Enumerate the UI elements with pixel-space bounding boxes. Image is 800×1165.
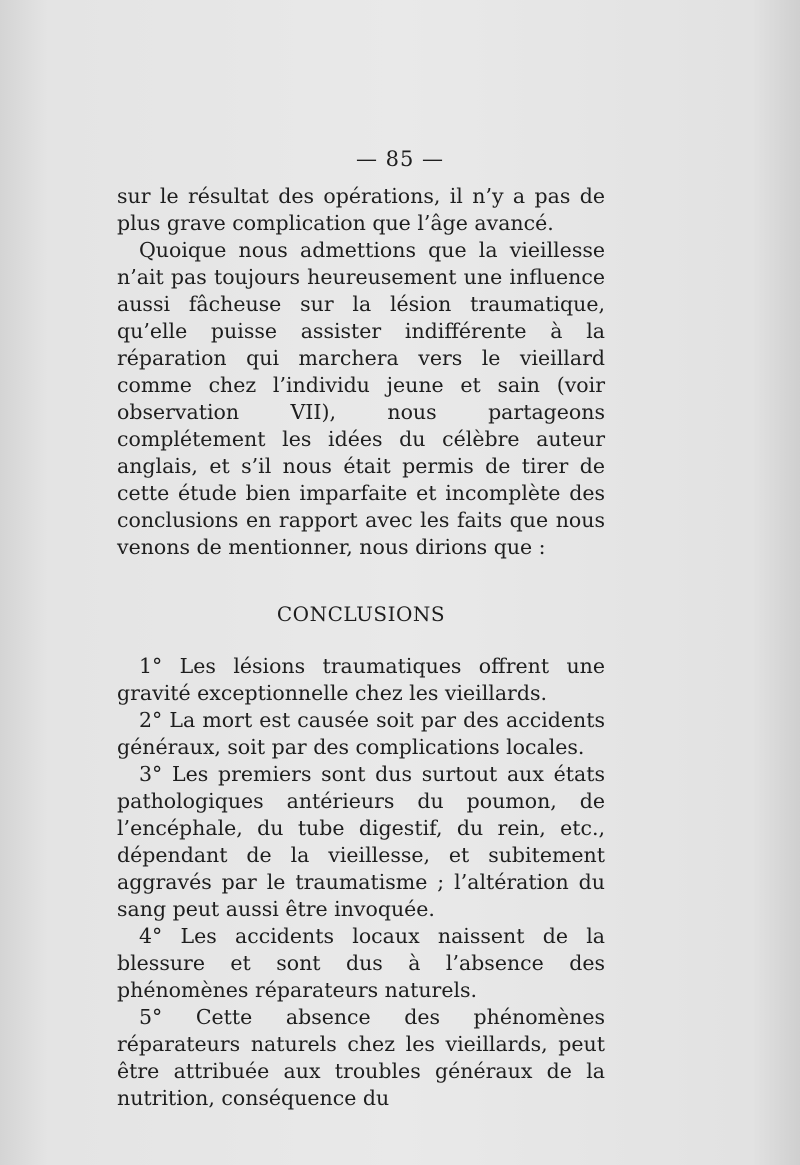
page-number: — 85 — bbox=[355, 147, 445, 171]
conclusion-item-5: 5° Cette absence des phénomènes réparateurs naturels chez les vieillards, peut être attribuée aux troubles généraux de la nutrition, conséquence du bbox=[117, 1005, 605, 1110]
section-heading: CONCLUSIONS bbox=[276, 602, 446, 626]
paragraph-continuation: sur le résultat des opérations, il n’y a pas de plus grave complication que l’âge avancé. bbox=[117, 184, 605, 235]
conclusion-item-3: 3° Les premiers sont dus surtout aux états pathologiques antérieurs du poumon, de l’encéphale, du tube digestif, du rein, etc., dépendant de la vieillesse, et subitement aggravés par le traumatisme ; l’altération du sang peut aussi être invoquée. bbox=[117, 762, 605, 921]
conclusion-item-4: 4° Les accidents locaux naissent de la blessure et sont dus à l’absence des phénomènes réparateurs naturels. bbox=[117, 924, 605, 1002]
paragraph-quoique: Quoique nous admettions que la vieillesse n’ait pas toujours heureusement une influence aussi fâcheuse sur la lésion traumatique, qu’elle puisse assister indifférente à la réparation qui marchera vers le vieillard comme chez l’individu jeune et sain (voir observation VII), nous partageons complétement les idées du célèbre auteur anglais, et s’il nous était permis de tirer de cette étude bien imparfaite et incomplète des conclusions en rapport avec les faits que nous venons de mentionner, nous dirions que : bbox=[117, 238, 605, 559]
page-body bbox=[117, 183, 605, 1112]
conclusion-item-1: 1° Les lésions traumatiques offrent une gravité exceptionnelle chez les vieillards. bbox=[117, 654, 605, 705]
conclusion-item-2: 2° La mort est causée soit par des accidents généraux, soit par des complications locales. bbox=[117, 708, 605, 759]
